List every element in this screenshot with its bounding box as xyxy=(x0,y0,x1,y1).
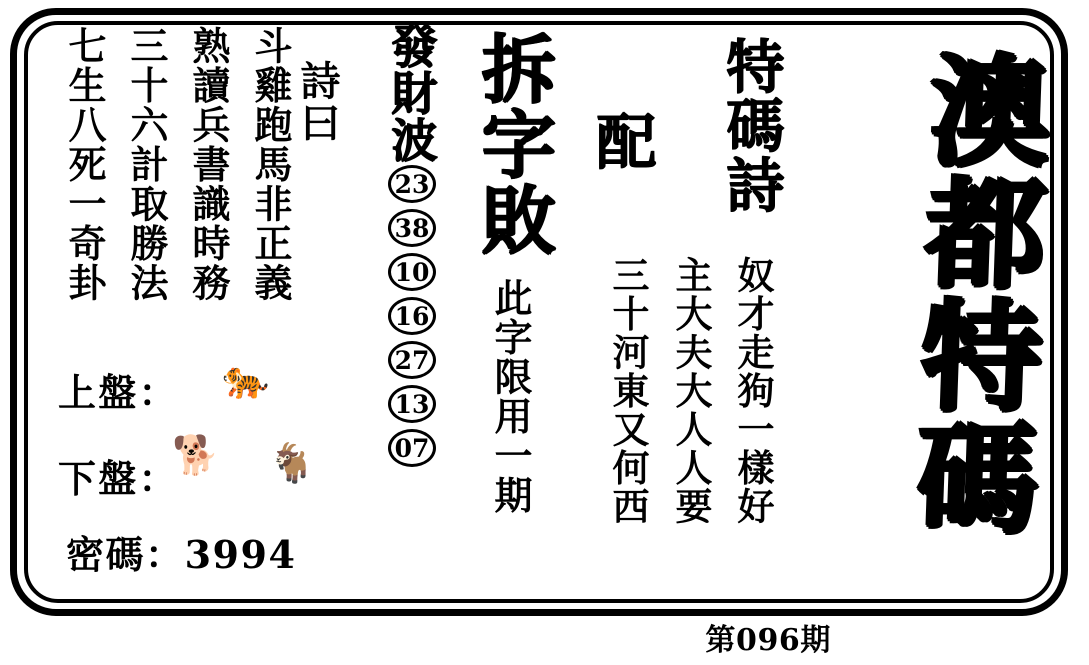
shi-line-1: 斗雞跑馬非正義 xyxy=(248,26,293,303)
chaizi-title: 拆字敗 xyxy=(469,30,555,257)
facai-number: 13 xyxy=(388,385,436,423)
shi-line-4: 七生八死一奇卦 xyxy=(62,26,107,303)
issue-number: 第096期 xyxy=(705,623,831,658)
pei-character: 配 xyxy=(586,110,656,173)
chaizi-note: 此字限用一期 xyxy=(488,278,533,516)
tema-poem-line-3: 三十河東又何西 xyxy=(606,256,650,526)
shiyue-label: 詩曰 xyxy=(294,60,341,144)
tema-poem-line-2: 主大夫大人人要 xyxy=(669,256,713,526)
facai-number: 23 xyxy=(388,165,436,203)
mima-label: 密碼： xyxy=(66,532,185,577)
xia-pan-label: 下盤： xyxy=(58,456,179,501)
facai-number-list xyxy=(383,165,441,467)
shi-line-3: 三十六計取勝法 xyxy=(124,26,169,303)
mima-row xyxy=(66,524,296,579)
shi-line-2: 熟讀兵書識時務 xyxy=(186,26,231,303)
facai-number: 16 xyxy=(388,297,436,335)
dog-icon: 🐕 xyxy=(172,433,220,477)
facai-number: 27 xyxy=(388,341,436,379)
mima-value: 3994 xyxy=(184,532,297,577)
page-title: 澳都特碼 xyxy=(895,49,1054,539)
tema-poem-line-1: 奴才走狗一樣好 xyxy=(731,256,775,526)
tiger-icon: 🐅 xyxy=(222,357,270,401)
facai-number: 38 xyxy=(388,209,436,247)
facai-number: 07 xyxy=(388,429,436,467)
facai-number: 10 xyxy=(388,253,436,291)
facai-title: 發財波 xyxy=(384,22,438,163)
tema-poem-title: 特碼詩 xyxy=(716,36,784,214)
goat-icon: 🐐 xyxy=(268,441,316,485)
shang-pan-label: 上盤： xyxy=(58,370,179,415)
